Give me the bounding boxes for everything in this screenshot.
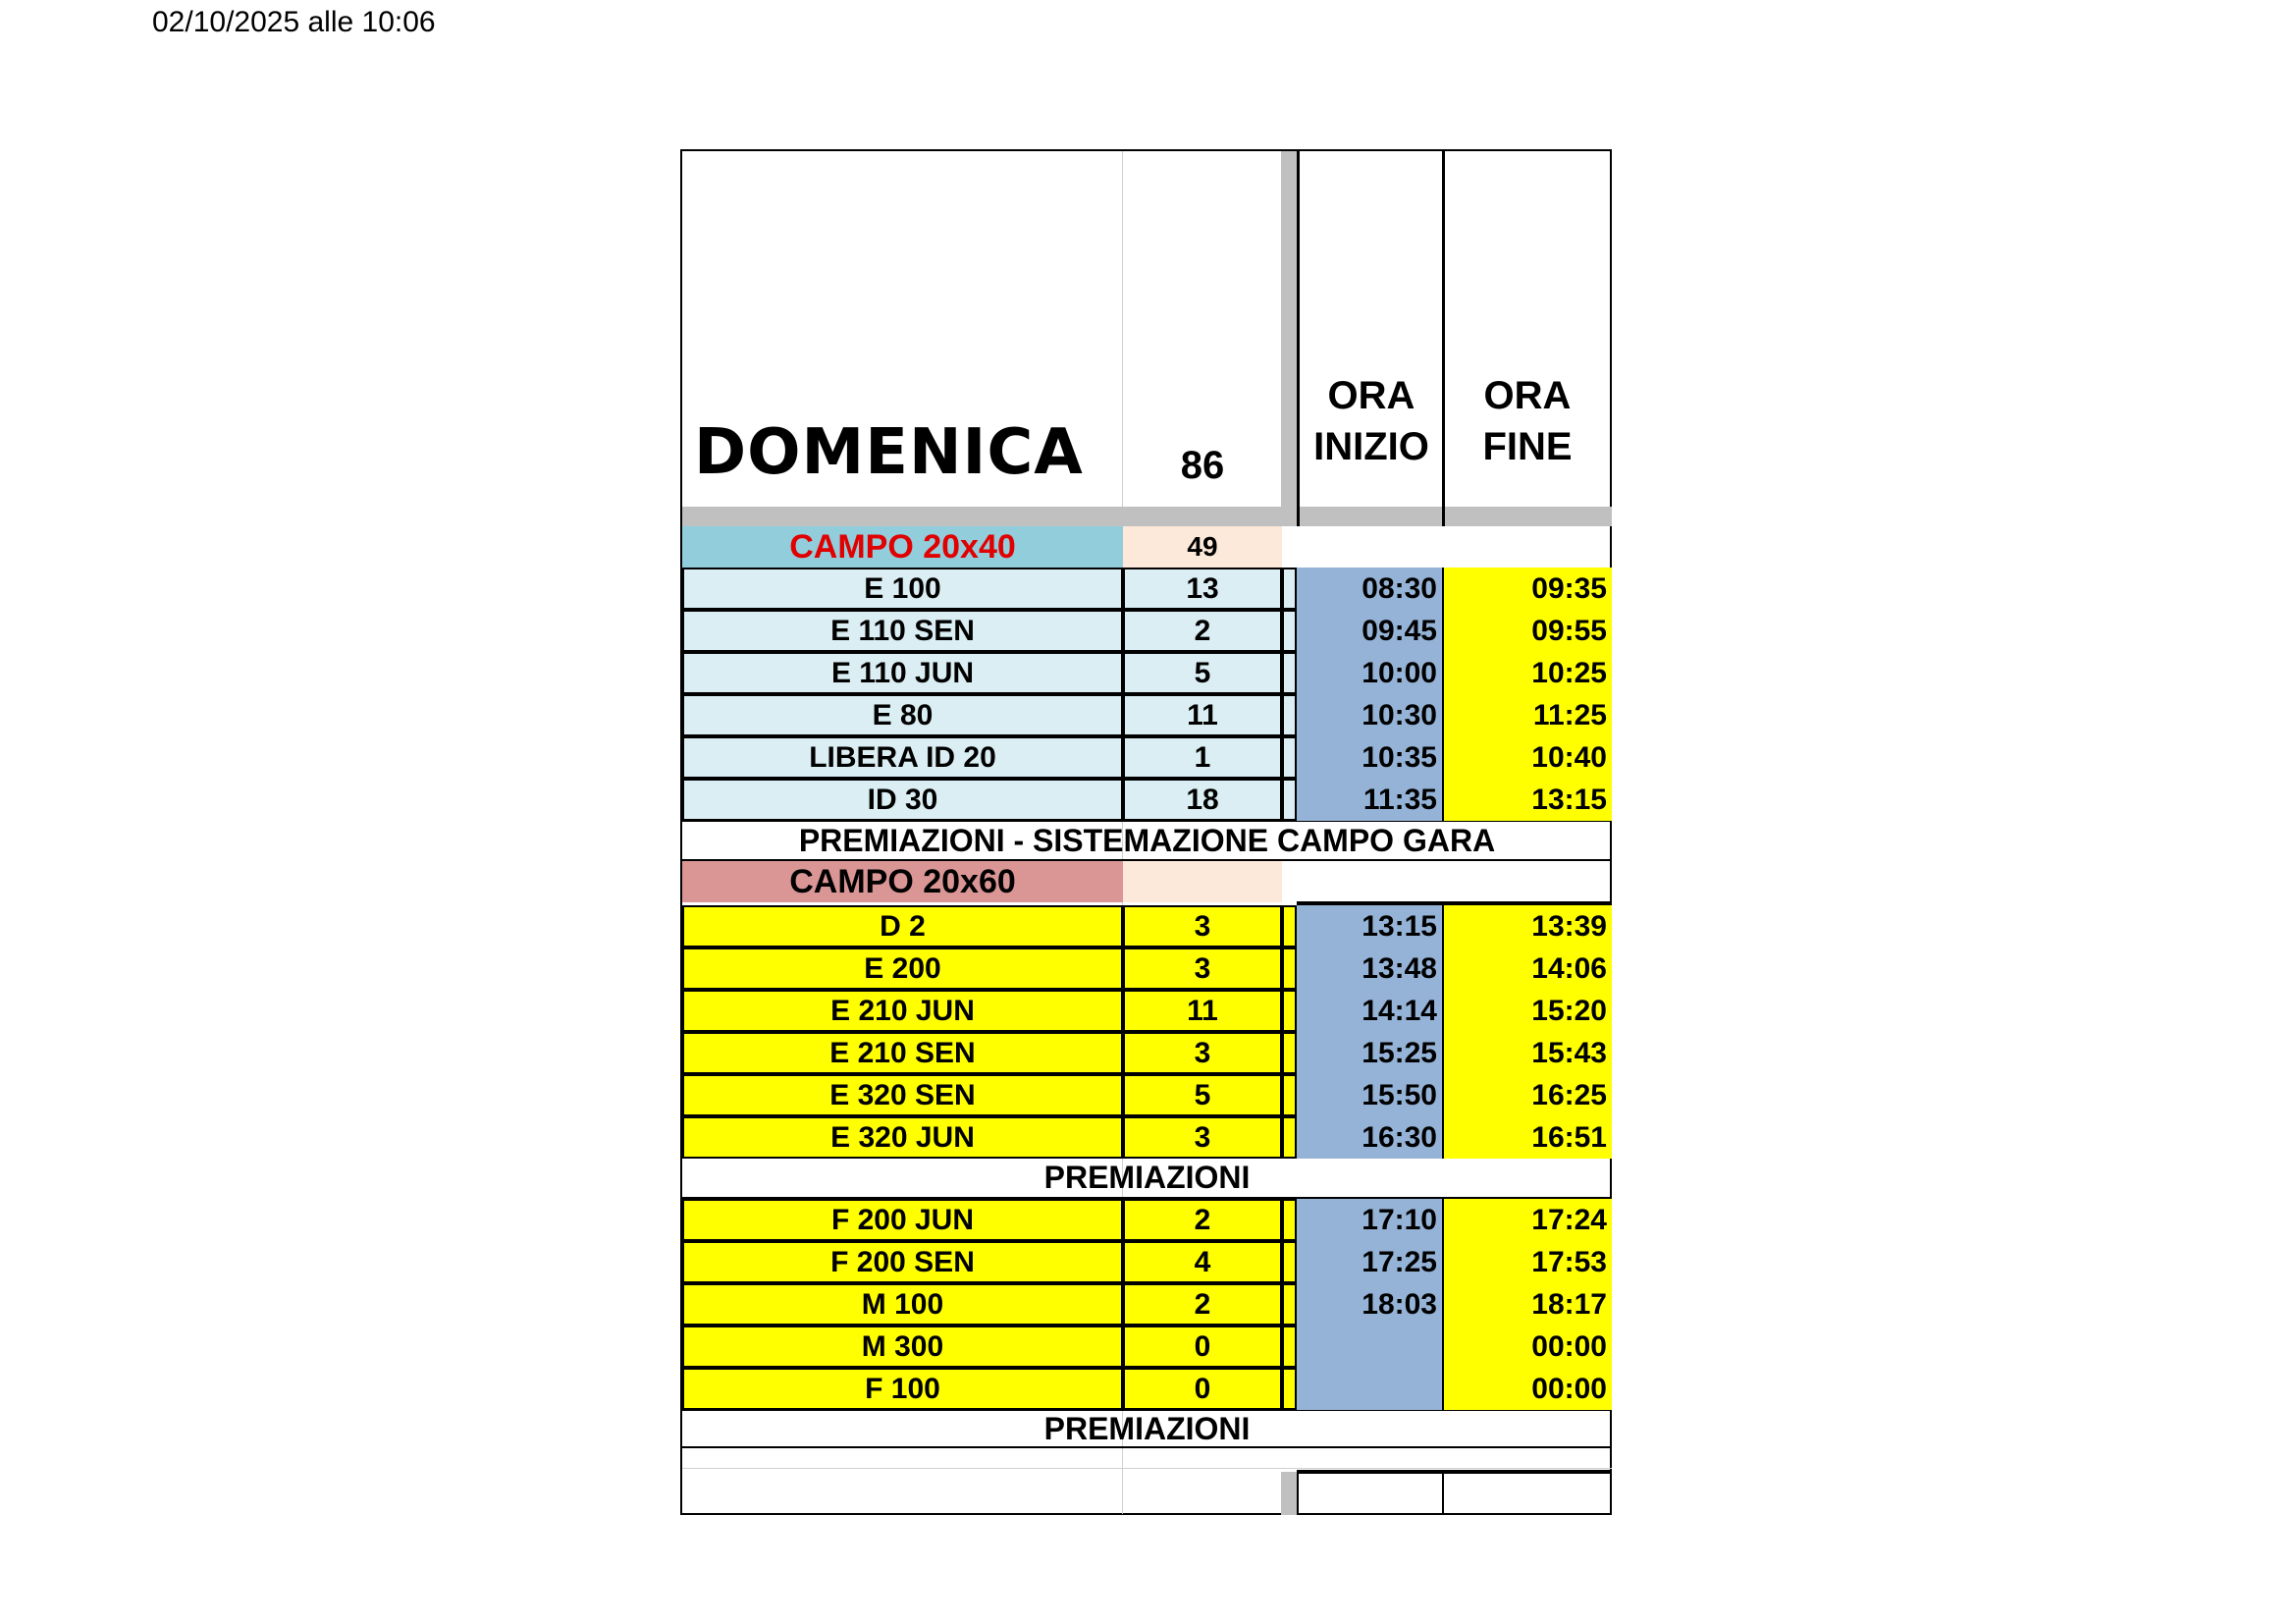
event-cell: E 320 SEN [682, 1074, 1123, 1116]
footer-right-rule [1297, 1470, 1612, 1474]
footer-row-divider [682, 1468, 1612, 1469]
start-time-cell: 15:25 [1297, 1032, 1442, 1074]
event-cell: E 200 [682, 947, 1123, 990]
count-cell: 0 [1123, 1368, 1282, 1410]
end-time-cell: 15:20 [1442, 990, 1612, 1032]
spacer-cell [1282, 1326, 1297, 1368]
end-time-cell: 00:00 [1442, 1326, 1612, 1368]
time-divider [1442, 1199, 1444, 1241]
event-cell: F 100 [682, 1368, 1123, 1410]
ora-inizio-line1: ORA [1327, 374, 1415, 417]
event-cell: E 100 [682, 568, 1123, 610]
time-divider [1442, 652, 1444, 694]
total-count: 86 [1180, 444, 1225, 487]
event-cell: E 320 JUN [682, 1116, 1123, 1159]
count-cell: 2 [1123, 1199, 1282, 1241]
footer-line-1 [1297, 1470, 1299, 1515]
time-divider [1442, 779, 1444, 821]
end-time-cell: 13:39 [1442, 905, 1612, 947]
count-cell: 2 [1123, 1283, 1282, 1326]
time-divider [1442, 1032, 1444, 1074]
end-time-cell: 10:25 [1442, 652, 1612, 694]
end-time-cell: 15:43 [1442, 1032, 1612, 1074]
event-cell: LIBERA ID 20 [682, 736, 1123, 779]
end-time-cell: 17:53 [1442, 1241, 1612, 1283]
campo2-label: CAMPO 20x60 [682, 861, 1123, 902]
spacer-cell [1282, 568, 1297, 610]
day-title: DOMENICA [694, 416, 1084, 489]
event-cell: ID 30 [682, 779, 1123, 821]
event-cell: F 200 SEN [682, 1241, 1123, 1283]
spacer-cell [1282, 1032, 1297, 1074]
header-ora-inizio [1301, 367, 1442, 475]
event-cell: M 300 [682, 1326, 1123, 1368]
footer-gray-divider [1281, 1472, 1297, 1515]
time-divider [1442, 990, 1444, 1032]
time-divider [1442, 1326, 1444, 1368]
event-cell: E 210 SEN [682, 1032, 1123, 1074]
spacer-cell [1282, 905, 1297, 947]
start-time-cell: 17:10 [1297, 1199, 1442, 1241]
header-gray-bottom [682, 507, 1297, 526]
start-time-cell: 17:25 [1297, 1241, 1442, 1283]
end-time-cell: 14:06 [1442, 947, 1612, 990]
spacer-cell [1282, 1368, 1297, 1410]
end-time-cell: 16:51 [1442, 1116, 1612, 1159]
start-time-cell: 10:30 [1297, 694, 1442, 736]
end-time-cell: 09:55 [1442, 610, 1612, 652]
ora-inizio-line2: INIZIO [1313, 425, 1429, 468]
spacer-cell [1282, 990, 1297, 1032]
start-time-cell: 11:35 [1297, 779, 1442, 821]
start-time-cell: 16:30 [1297, 1116, 1442, 1159]
spacer-cell [1282, 1283, 1297, 1326]
start-time-cell: 08:30 [1297, 568, 1442, 610]
time-divider [1442, 568, 1444, 610]
count-cell: 4 [1123, 1241, 1282, 1283]
end-time-cell: 00:00 [1442, 1368, 1612, 1410]
schedule-sheet [680, 149, 1612, 1515]
start-time-cell: 10:35 [1297, 736, 1442, 779]
time-divider [1442, 1116, 1444, 1159]
count-cell: 1 [1123, 736, 1282, 779]
header-gray-bottom-right [1297, 507, 1612, 526]
spacer-cell [1282, 1116, 1297, 1159]
start-time-cell: 13:15 [1297, 905, 1442, 947]
campo2-count [1123, 861, 1282, 902]
end-time-cell: 10:40 [1442, 736, 1612, 779]
header-ora-fine [1445, 367, 1610, 475]
spacer-cell [1282, 779, 1297, 821]
start-time-cell [1297, 1326, 1442, 1368]
event-cell: E 80 [682, 694, 1123, 736]
end-time-cell: 17:24 [1442, 1199, 1612, 1241]
end-time-cell: 11:25 [1442, 694, 1612, 736]
count-cell: 13 [1123, 568, 1282, 610]
break3-label: PREMIAZIONI [682, 1409, 1612, 1448]
break2-label: PREMIAZIONI [682, 1158, 1612, 1199]
time-divider [1442, 1368, 1444, 1410]
start-time-cell: 13:48 [1297, 947, 1442, 990]
spacer-cell [1282, 736, 1297, 779]
start-time-cell: 09:45 [1297, 610, 1442, 652]
end-time-cell: 18:17 [1442, 1283, 1612, 1326]
campo1-label: CAMPO 20x40 [682, 526, 1123, 568]
start-time-cell: 15:50 [1297, 1074, 1442, 1116]
count-cell: 0 [1123, 1326, 1282, 1368]
header-black-line [1297, 151, 1300, 526]
start-time-cell: 14:14 [1297, 990, 1442, 1032]
count-cell: 5 [1123, 652, 1282, 694]
start-time-cell [1297, 1368, 1442, 1410]
time-divider [1442, 947, 1444, 990]
count-cell: 5 [1123, 1074, 1282, 1116]
time-divider [1442, 736, 1444, 779]
event-cell: M 100 [682, 1283, 1123, 1326]
time-divider [1442, 610, 1444, 652]
count-cell: 11 [1123, 990, 1282, 1032]
event-cell: E 110 JUN [682, 652, 1123, 694]
time-divider [1442, 1241, 1444, 1283]
footer-line-2 [1442, 1470, 1444, 1515]
campo1-count: 49 [1123, 526, 1282, 568]
spacer-cell [1282, 1074, 1297, 1116]
break1-label: PREMIAZIONI - SISTEMAZIONE CAMPO GARA [682, 820, 1612, 861]
event-cell: E 110 SEN [682, 610, 1123, 652]
end-time-cell: 16:25 [1442, 1074, 1612, 1116]
spacer-cell [1282, 947, 1297, 990]
count-cell: 2 [1123, 610, 1282, 652]
print-timestamp: 02/10/2025 alle 10:06 [152, 6, 436, 38]
time-divider [1442, 694, 1444, 736]
time-divider [1442, 1074, 1444, 1116]
event-cell: E 210 JUN [682, 990, 1123, 1032]
start-time-cell: 10:00 [1297, 652, 1442, 694]
ora-fine-line2: FINE [1482, 425, 1573, 468]
count-cell: 3 [1123, 1032, 1282, 1074]
event-cell: F 200 JUN [682, 1199, 1123, 1241]
count-cell: 3 [1123, 947, 1282, 990]
spacer-cell [1282, 610, 1297, 652]
spacer-cell [1282, 1199, 1297, 1241]
event-cell: D 2 [682, 905, 1123, 947]
spacer-cell [1282, 694, 1297, 736]
time-divider [1442, 905, 1444, 947]
count-cell: 18 [1123, 779, 1282, 821]
spacer-cell [1282, 652, 1297, 694]
count-cell: 11 [1123, 694, 1282, 736]
count-cell: 3 [1123, 1116, 1282, 1159]
spacer-cell [1282, 1241, 1297, 1283]
header-gray-divider [1281, 151, 1297, 526]
end-time-cell: 13:15 [1442, 779, 1612, 821]
end-time-cell: 09:35 [1442, 568, 1612, 610]
time-divider [1442, 1283, 1444, 1326]
count-cell: 3 [1123, 905, 1282, 947]
ora-fine-line1: ORA [1483, 374, 1572, 417]
start-time-cell: 18:03 [1297, 1283, 1442, 1326]
